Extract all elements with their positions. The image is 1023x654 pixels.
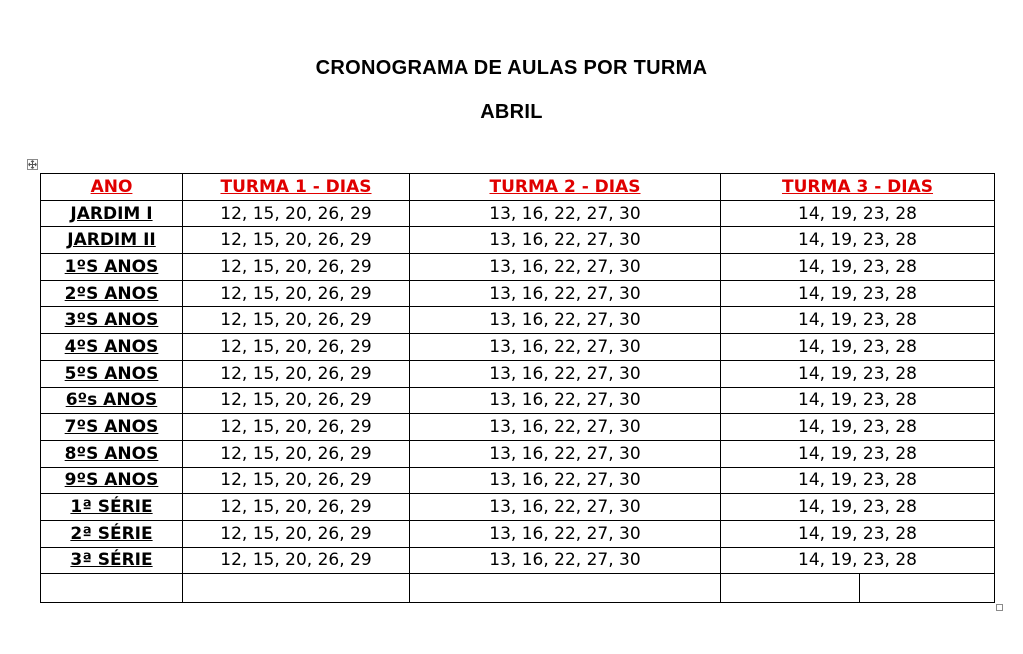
- row-label: 3ª SÉRIE: [41, 547, 183, 574]
- document-subtitle: ABRIL: [480, 101, 543, 123]
- turma-1-days: 12, 15, 20, 26, 29: [183, 467, 410, 494]
- turma-3-days: 14, 19, 23, 28: [721, 307, 995, 334]
- turma-3-days: 14, 19, 23, 28: [721, 520, 995, 547]
- table-header-row: [41, 174, 995, 201]
- turma-3-days: 14, 19, 23, 28: [721, 334, 995, 361]
- table-row: [41, 440, 995, 467]
- turma-2-days: 13, 16, 22, 27, 30: [410, 307, 721, 334]
- table-row: [41, 520, 995, 547]
- table-row: [41, 334, 995, 361]
- turma-2-days: 13, 16, 22, 27, 30: [410, 414, 721, 441]
- turma-1-days: 12, 15, 20, 26, 29: [183, 547, 410, 574]
- row-label: 2ºS ANOS: [41, 280, 183, 307]
- turma-1-days: 12, 15, 20, 26, 29: [183, 414, 410, 441]
- turma-2-days: 13, 16, 22, 27, 30: [410, 200, 721, 227]
- row-label: 1ºS ANOS: [41, 254, 183, 281]
- document-title: CRONOGRAMA DE AULAS POR TURMA: [315, 57, 708, 79]
- row-label: 7ºS ANOS: [41, 414, 183, 441]
- row-label: 4ºS ANOS: [41, 334, 183, 361]
- row-label: 8ºS ANOS: [41, 440, 183, 467]
- empty-table-row: [41, 574, 995, 603]
- row-label: 6ºs ANOS: [41, 387, 183, 414]
- turma-2-days: 13, 16, 22, 27, 30: [410, 494, 721, 521]
- turma-2-days: 13, 16, 22, 27, 30: [410, 360, 721, 387]
- turma-2-days: 13, 16, 22, 27, 30: [410, 520, 721, 547]
- turma-3-days: 14, 19, 23, 28: [721, 387, 995, 414]
- empty-cell[interactable]: [410, 574, 721, 603]
- turma-1-days: 12, 15, 20, 26, 29: [183, 334, 410, 361]
- turma-2-days: 13, 16, 22, 27, 30: [410, 254, 721, 281]
- turma-3-days: 14, 19, 23, 28: [721, 494, 995, 521]
- turma-1-days: 12, 15, 20, 26, 29: [183, 200, 410, 227]
- turma-2-days: 13, 16, 22, 27, 30: [410, 440, 721, 467]
- resize-handle-icon[interactable]: [996, 604, 1003, 611]
- empty-cell[interactable]: [41, 574, 183, 603]
- turma-3-days: 14, 19, 23, 28: [721, 280, 995, 307]
- turma-3-days: 14, 19, 23, 28: [721, 547, 995, 574]
- table-row: [41, 547, 995, 574]
- turma-1-days: 12, 15, 20, 26, 29: [183, 280, 410, 307]
- row-label: 3ºS ANOS: [41, 307, 183, 334]
- turma-3-days: 14, 19, 23, 28: [721, 440, 995, 467]
- turma-1-days: 12, 15, 20, 26, 29: [183, 520, 410, 547]
- turma-2-days: 13, 16, 22, 27, 30: [410, 280, 721, 307]
- header-ano: ANO: [41, 174, 183, 201]
- turma-2-days: 13, 16, 22, 27, 30: [410, 227, 721, 254]
- turma-1-days: 12, 15, 20, 26, 29: [183, 494, 410, 521]
- row-label: JARDIM II: [41, 227, 183, 254]
- turma-1-days: 12, 15, 20, 26, 29: [183, 307, 410, 334]
- turma-1-days: 12, 15, 20, 26, 29: [183, 227, 410, 254]
- header-turma-1: TURMA 1 - DIAS: [183, 174, 410, 201]
- turma-3-days: 14, 19, 23, 28: [721, 200, 995, 227]
- table-row: [41, 360, 995, 387]
- turma-1-days: 12, 15, 20, 26, 29: [183, 387, 410, 414]
- turma-3-days: 14, 19, 23, 28: [721, 254, 995, 281]
- table-row: [41, 254, 995, 281]
- header-turma-3: TURMA 3 - DIAS: [721, 174, 995, 201]
- turma-1-days: 12, 15, 20, 26, 29: [183, 440, 410, 467]
- turma-3-days: 14, 19, 23, 28: [721, 467, 995, 494]
- turma-2-days: 13, 16, 22, 27, 30: [410, 547, 721, 574]
- empty-cell[interactable]: [721, 574, 860, 603]
- row-label: 5ºS ANOS: [41, 360, 183, 387]
- table-row: [41, 307, 995, 334]
- row-label: 9ºS ANOS: [41, 467, 183, 494]
- table-row: [41, 227, 995, 254]
- row-label: 1ª SÉRIE: [41, 494, 183, 521]
- schedule-table: [40, 173, 995, 603]
- row-label: 2ª SÉRIE: [41, 520, 183, 547]
- table-row: [41, 280, 995, 307]
- turma-1-days: 12, 15, 20, 26, 29: [183, 254, 410, 281]
- turma-1-days: 12, 15, 20, 26, 29: [183, 360, 410, 387]
- table-row: [41, 467, 995, 494]
- turma-2-days: 13, 16, 22, 27, 30: [410, 387, 721, 414]
- table-row: [41, 414, 995, 441]
- turma-3-days: 14, 19, 23, 28: [721, 227, 995, 254]
- row-label: JARDIM I: [41, 200, 183, 227]
- empty-cell[interactable]: [860, 574, 995, 603]
- empty-cell[interactable]: [183, 574, 410, 603]
- turma-3-days: 14, 19, 23, 28: [721, 360, 995, 387]
- table-row: [41, 387, 995, 414]
- move-arrows-icon[interactable]: [27, 159, 38, 170]
- turma-3-days: 14, 19, 23, 28: [721, 414, 995, 441]
- turma-2-days: 13, 16, 22, 27, 30: [410, 334, 721, 361]
- table-row: [41, 494, 995, 521]
- header-turma-2: TURMA 2 - DIAS: [410, 174, 721, 201]
- turma-2-days: 13, 16, 22, 27, 30: [410, 467, 721, 494]
- table-row: [41, 200, 995, 227]
